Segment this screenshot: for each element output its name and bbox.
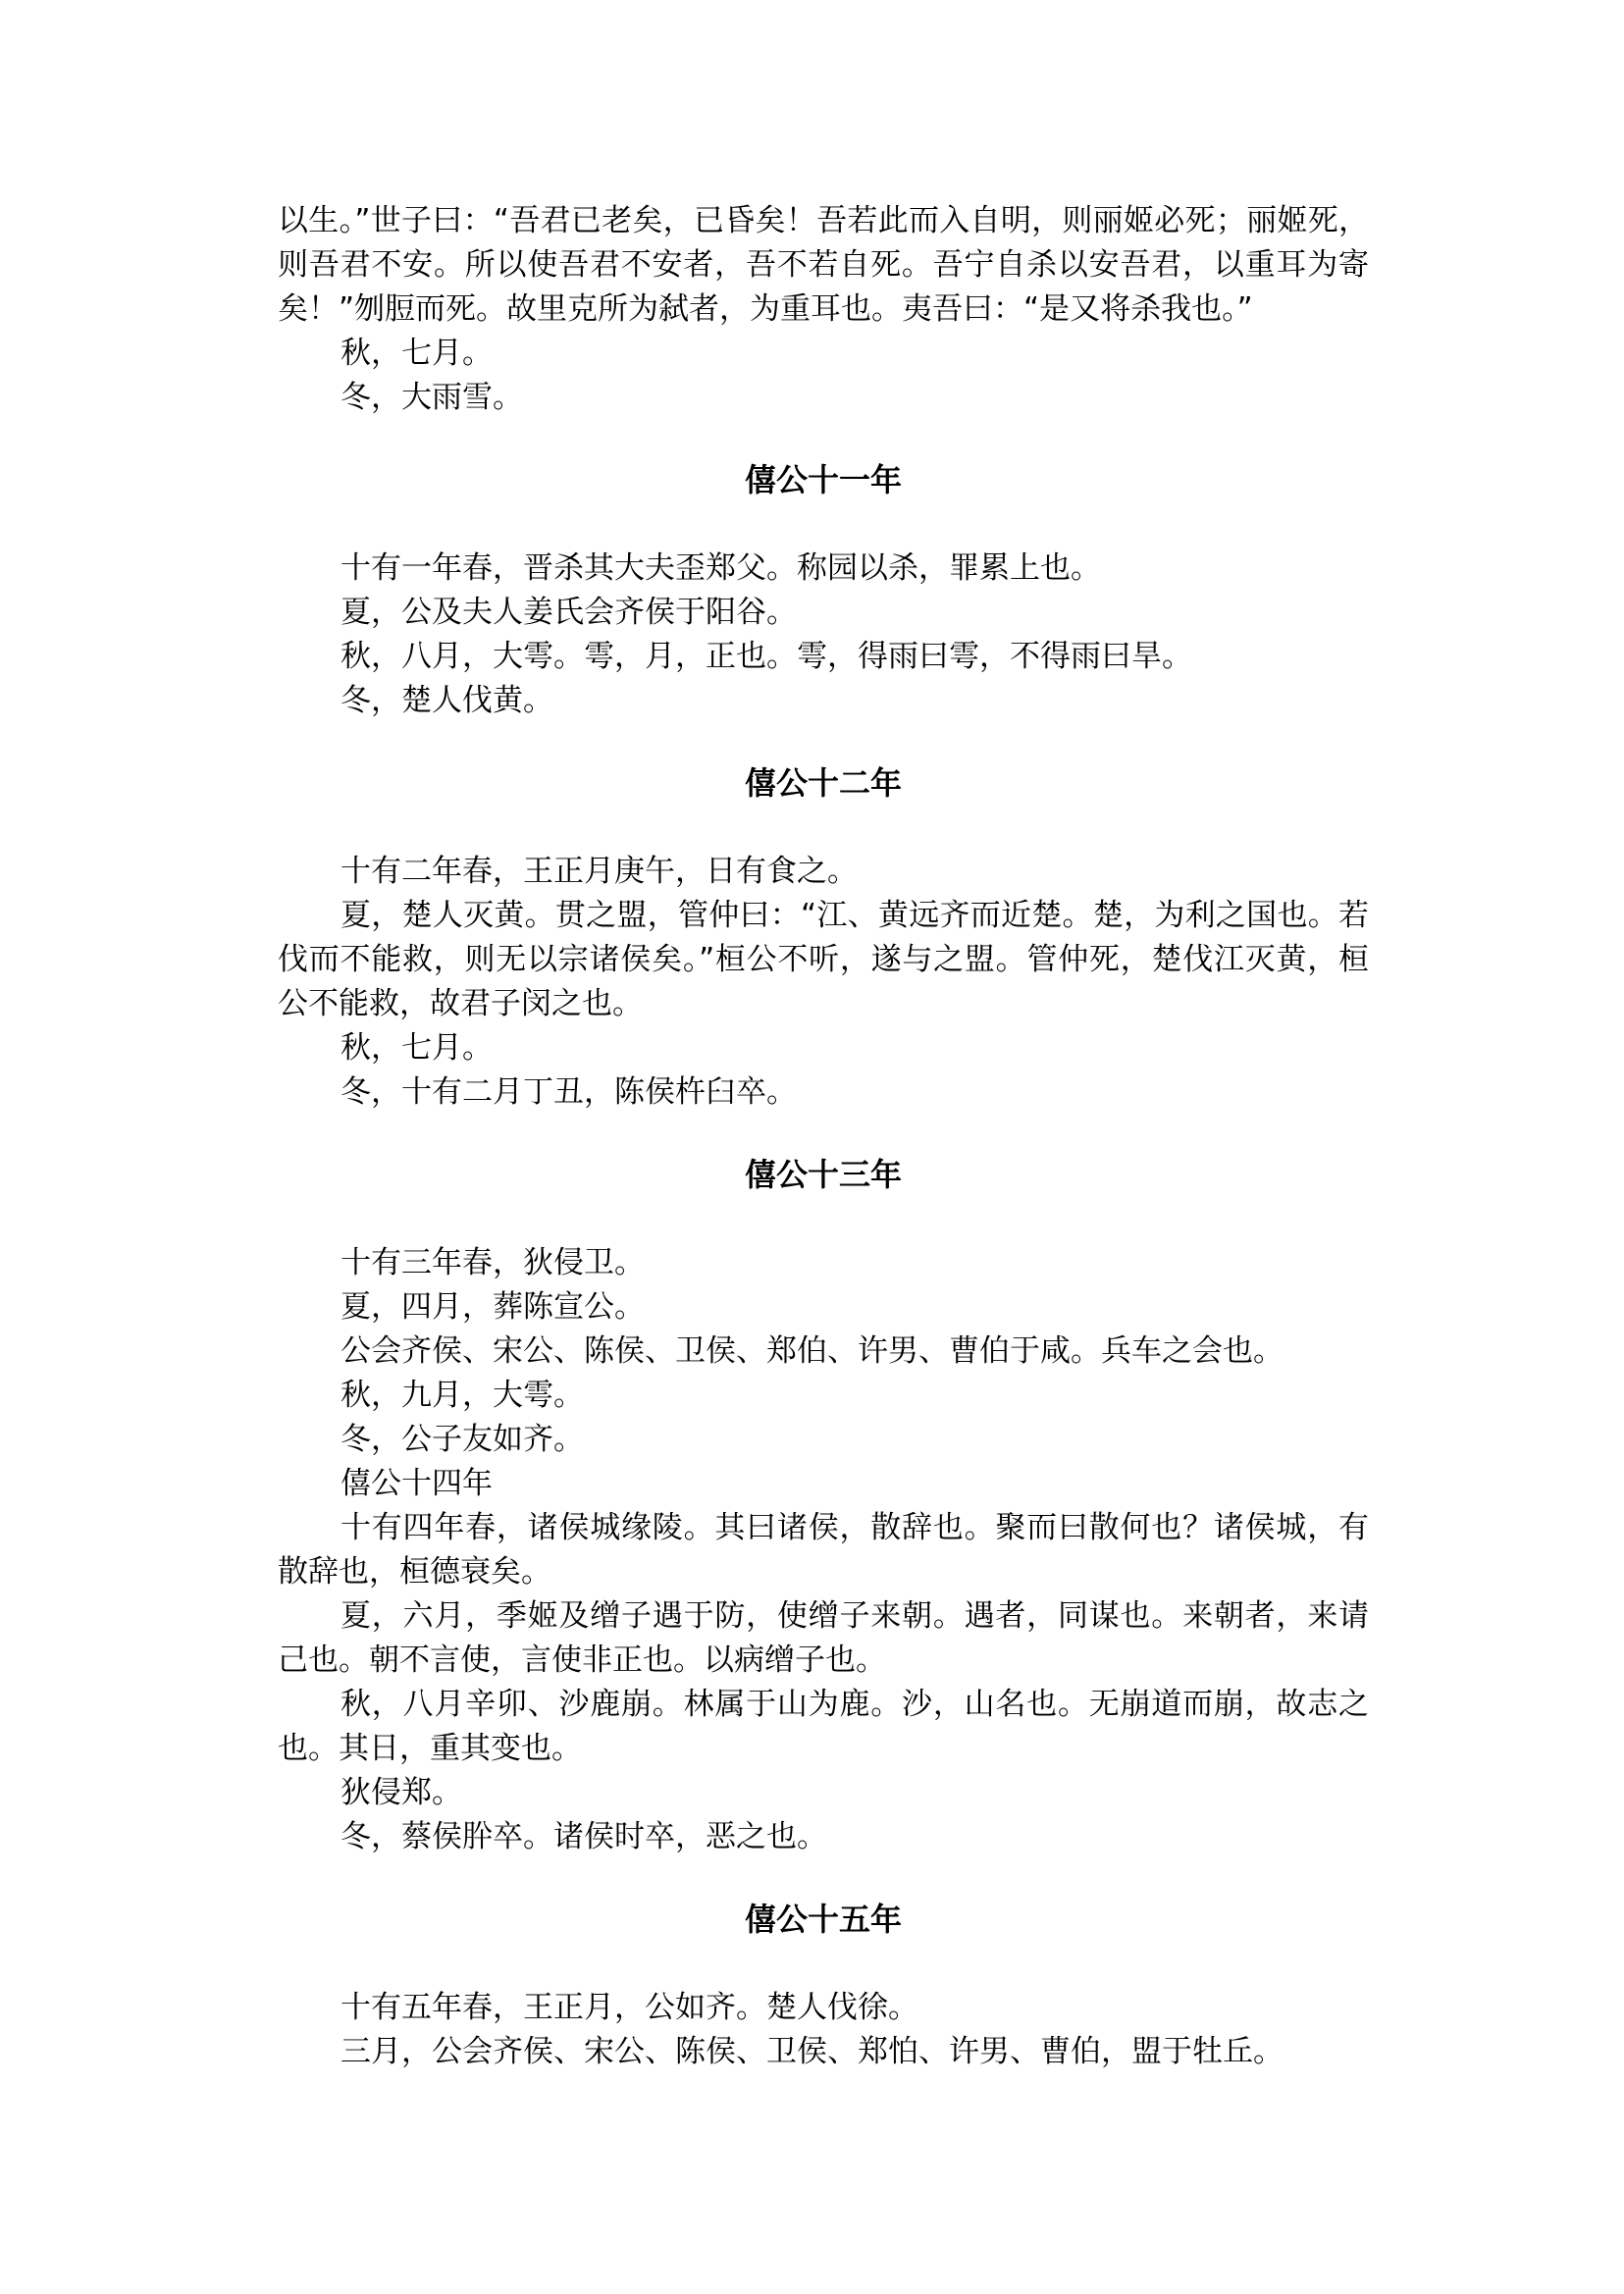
paragraph-22: 冬，蔡侯肸卒。诸侯时卒，恶之也。 <box>341 1819 827 1854</box>
paragraph-7: 冬，楚人伐黄。 <box>341 683 553 718</box>
paragraph-24: 三月，公会齐侯、宋公、陈侯、卫侯、郑怕、许男、曹伯，盟于牡丘。 <box>341 2034 1283 2069</box>
paragraph-23: 十有五年春，王正月，公如齐。楚人伐徐。 <box>341 1990 918 2025</box>
paragraph-2: 秋，七月。 <box>341 336 493 371</box>
paragraph-9: 夏，楚人灭黄。贯之盟，管仲曰：“江、黄远齐而近楚。楚，为利之国也。若伐而不能救，则无以宗诸侯矣。”桓公不听，遂与之盟。管仲死，楚伐江灭黄，桓公不能救，故君子闵之也。 <box>278 898 1369 1021</box>
paragraph-13: 夏，四月，葬陈宣公。 <box>341 1289 645 1325</box>
paragraph-19: 夏，六月，季姬及缯子遇于防，使缯子来朝。遇者，同谋也。来朝者，来请己也。朝不言使，言使非正也。以病缯子也。 <box>278 1598 1369 1678</box>
paragraph-18: 十有四年春，诸侯城缘陵。其曰诸侯，散辞也。聚而曰散何也？诸侯城，有散辞也，桓德衰矣。 <box>278 1510 1369 1590</box>
paragraph-17: 僖公十四年 <box>341 1466 493 1501</box>
paragraph-12: 十有三年春，狄侵卫。 <box>341 1245 645 1280</box>
paragraph-5: 夏，公及夫人姜氏会齐侯于阳谷。 <box>341 595 797 630</box>
paragraph-4: 十有一年春，晋杀其大夫歪郑父。称园以杀，罪累上也。 <box>341 550 1101 586</box>
section-heading-15: 僖公十五年 <box>744 1901 902 1938</box>
section-heading-11: 僖公十一年 <box>744 461 902 498</box>
paragraph-10: 秋，七月。 <box>341 1030 493 1066</box>
paragraph-15: 秋，九月，大雩。 <box>341 1378 584 1413</box>
paragraph-16: 冬，公子友如齐。 <box>341 1422 584 1457</box>
section-heading-12: 僖公十二年 <box>744 764 902 802</box>
paragraph-6: 秋，八月，大雩。雩，月，正也。雩，得雨曰雩，不得雨曰旱。 <box>341 639 1192 674</box>
paragraph-21: 狄侵郑。 <box>341 1775 462 1810</box>
section-heading-13: 僖公十三年 <box>744 1156 902 1193</box>
paragraph-8: 十有二年春，王正月庚午，日有食之。 <box>341 854 858 889</box>
paragraph-1: 以生。”世子曰：“吾君已老矣，已昏矣！吾若此而入自明，则丽姬必死；丽姬死，则吾君不安。所以使吾君不安者，吾不若自死。吾宁自杀以安吾君，以重耳为寄矣！”刎脰而死。故里克所为弑者，为重耳也。夷吾曰：“是又将杀我也。” <box>278 203 1369 327</box>
document-page <box>278 199 1369 2074</box>
paragraph-11: 冬，十有二月丁丑，陈侯杵臼卒。 <box>341 1074 797 1110</box>
paragraph-14: 公会齐侯、宋公、陈侯、卫侯、郑伯、许男、曹伯于咸。兵车之会也。 <box>341 1333 1283 1369</box>
paragraph-20: 秋，八月辛卯、沙鹿崩。林属于山为鹿。沙，山名也。无崩道而崩，故志之也。其日，重其变也。 <box>278 1687 1369 1766</box>
paragraph-3: 冬，大雨雪。 <box>341 380 523 415</box>
